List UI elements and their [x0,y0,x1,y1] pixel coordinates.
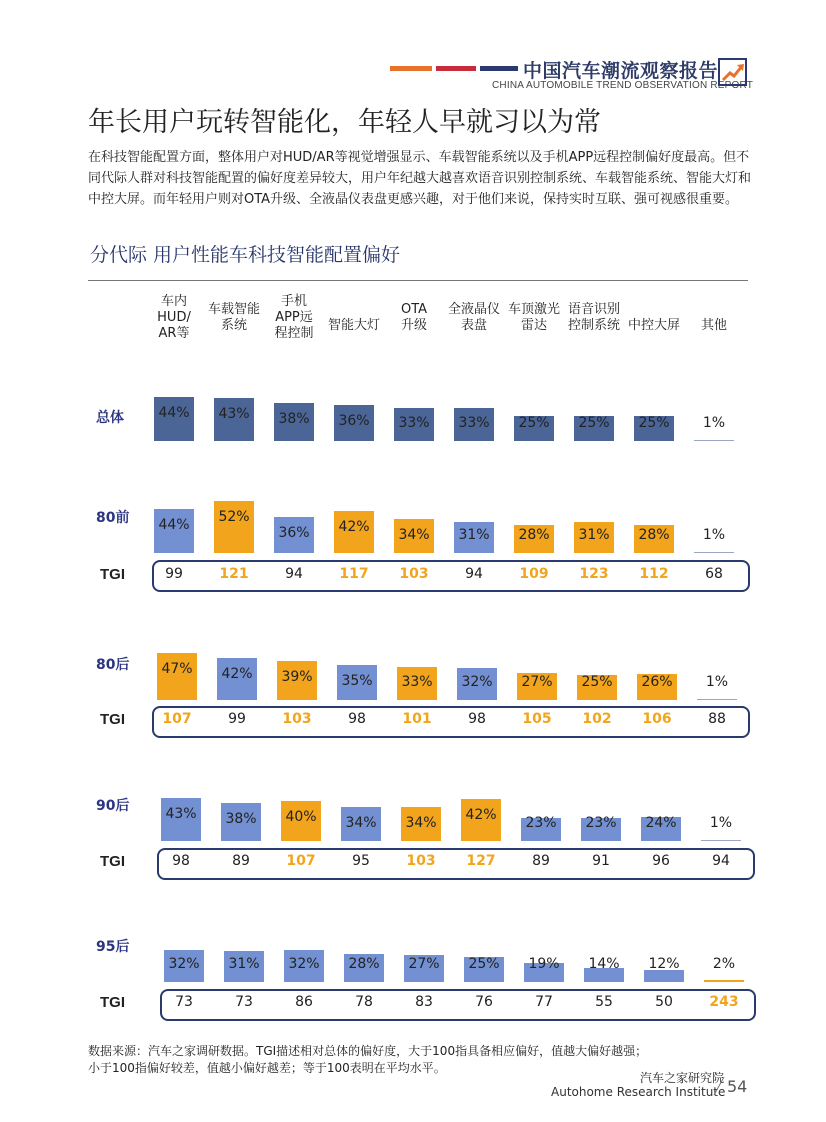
tgi-value-5-3: 86 [295,994,313,1010]
bar-label-3-10: 1% [705,674,729,690]
institute-name-cn: 汽车之家研究院 [640,1071,725,1085]
column-header-line: 智能大灯 [327,318,380,333]
group-label-4: 90后 [96,798,130,814]
tgi-label-4: TGI [100,853,125,870]
institute-name-en: Autohome Research Institute [551,1085,726,1099]
bar-label-5-6: 25% [468,956,500,972]
column-header-line: 车载智能 [207,302,260,317]
bar-label-4-9: 24% [645,815,677,831]
tgi-value-3-5: 101 [402,711,432,727]
bar-label-2-8: 31% [578,527,610,543]
tgi-label-2: TGI [100,566,125,583]
bar-label-1-2: 43% [218,406,250,422]
data-source-line-2: 小于100指偏好较差，值越小偏好越差；等于100表明在平均水平。 [88,1061,446,1075]
tgi-value-4-6: 127 [466,853,496,869]
tgi-value-3-7: 105 [522,711,552,727]
column-header-line: 全液晶仪 [447,302,500,317]
column-header-line: 车顶激光 [507,302,560,317]
group-label-5: 95后 [96,939,130,955]
tgi-value-3-6: 98 [468,711,486,727]
tgi-label-3: TGI [100,711,125,728]
column-header-line: 表盘 [460,318,487,333]
bar-1-10 [694,440,734,442]
bar-label-3-5: 33% [401,674,433,690]
bar-label-5-10: 2% [712,956,736,972]
tgi-value-2-5: 103 [399,566,429,582]
bar-label-4-3: 40% [285,809,317,825]
tgi-value-5-9: 50 [655,994,673,1010]
bar-label-4-10: 1% [709,815,733,831]
column-header-3 [261,294,327,342]
bar-label-5-1: 32% [168,956,200,972]
header-bar-red [436,66,476,71]
column-header-line: HUD/ [157,310,191,325]
bar-4-10 [701,840,741,842]
tgi-label-5: TGI [100,994,125,1011]
column-header-10 [681,318,747,334]
column-header-line: AR等 [158,326,190,341]
column-header-line: 雷达 [520,318,547,333]
tgi-value-4-4: 95 [352,853,370,869]
bar-label-3-7: 27% [521,674,553,690]
page-number-slash [712,1075,726,1097]
bar-label-2-4: 42% [338,519,370,535]
group-label-3: 80后 [96,657,130,673]
bar-label-2-6: 31% [458,527,490,543]
tgi-value-3-9: 106 [642,711,672,727]
bar-label-4-4: 34% [345,815,377,831]
bar-label-3-9: 26% [641,674,673,690]
column-header-7 [501,302,567,334]
bar-label-5-5: 27% [408,956,440,972]
tgi-value-5-6: 76 [475,994,493,1010]
tgi-value-5-5: 83 [415,994,433,1010]
bar-label-2-5: 34% [398,527,430,543]
tgi-value-2-6: 94 [465,566,483,582]
bar-label-5-8: 14% [588,956,620,972]
tgi-value-4-8: 91 [592,853,610,869]
tgi-value-5-7: 77 [535,994,553,1010]
bar-label-4-7: 23% [525,815,557,831]
bar-label-1-6: 33% [458,415,490,431]
bar-label-1-3: 38% [278,411,310,427]
column-header-line: 手机 [280,294,307,309]
column-header-line: 程控制 [274,326,314,341]
bar-label-2-3: 36% [278,525,310,541]
bar-label-3-3: 39% [281,669,313,685]
bar-label-4-1: 43% [165,806,197,822]
bar-label-1-1: 44% [158,405,190,421]
tgi-value-2-2: 121 [219,566,249,582]
bar-label-5-3: 32% [288,956,320,972]
bar-label-3-1: 47% [161,661,193,677]
chart-title: 分代际 用户性能车科技智能配置偏好 [90,244,401,266]
bar-label-1-10: 1% [702,415,726,431]
intro-paragraph: 在科技智能配置方面，整体用户对HUD/AR等视觉增强显示、车载智能系统以及手机APP远程控制偏好度最高。但不同代际人群对科技智能配置的偏好度差异较大，用户年纪越大越喜欢语音识别控制系统、车载智能系统、智能大灯和中控大屏。而年轻用户则对OTA升级、全液晶仪表盘更感兴趣，对于他们来说，保持实时互联、强可视感很重要。 [88,150,752,207]
bar-label-5-7: 19% [528,956,560,972]
tgi-value-4-3: 107 [286,853,316,869]
trend-chart-icon [718,58,748,86]
column-header-line: APP远 [275,310,313,325]
tgi-value-4-2: 89 [232,853,250,869]
bar-label-5-4: 28% [348,956,380,972]
tgi-value-4-10: 94 [712,853,730,869]
tgi-value-3-8: 102 [582,711,612,727]
bar-label-3-8: 25% [581,674,613,690]
tgi-value-4-1: 98 [172,853,190,869]
bar-label-1-4: 36% [338,413,370,429]
bar-label-5-9: 12% [648,956,680,972]
tgi-value-4-5: 103 [406,853,436,869]
tgi-value-3-4: 98 [348,711,366,727]
column-header-line: 系统 [220,318,247,333]
page-headline: 年长用户玩转智能化，年轻人早就习以为常 [88,107,601,138]
bar-label-4-5: 34% [405,815,437,831]
tgi-value-5-4: 78 [355,994,373,1010]
column-header-4 [321,318,387,334]
bar-label-4-2: 38% [225,811,257,827]
tgi-value-3-2: 99 [228,711,246,727]
tgi-value-2-10: 68 [705,566,723,582]
tgi-value-2-8: 123 [579,566,609,582]
bar-label-3-6: 32% [461,674,493,690]
chart-title-divider [88,280,748,281]
bar-label-4-6: 42% [465,807,497,823]
bar-label-1-8: 25% [578,415,610,431]
bar-label-5-2: 31% [228,956,260,972]
group-label-2: 80前 [96,510,130,526]
column-header-1 [141,294,207,342]
tgi-value-4-7: 89 [532,853,550,869]
group-label-1: 总体 [96,410,124,426]
bar-label-4-8: 23% [585,815,617,831]
header-bar-navy [480,66,518,71]
header-bar-orange [390,66,432,71]
tgi-value-5-2: 73 [235,994,253,1010]
column-header-line: 语音识别 [567,302,620,317]
bar-label-2-10: 1% [702,527,726,543]
tgi-value-2-4: 117 [339,566,369,582]
bar-label-2-1: 44% [158,517,190,533]
column-header-line: 其他 [700,318,727,333]
bar-label-2-7: 28% [518,527,550,543]
bar-label-2-9: 28% [638,527,670,543]
column-header-line: 升级 [400,318,427,333]
column-header-6 [441,302,507,334]
column-header-line: 控制系统 [567,318,620,333]
bar-label-2-2: 52% [218,509,250,525]
tgi-value-2-3: 94 [285,566,303,582]
tgi-value-3-1: 107 [162,711,192,727]
report-subtitle: CHINA AUTOMOBILE TREND OBSERVATION REPORT [492,80,754,91]
tgi-value-2-9: 112 [639,566,669,582]
bar-label-3-2: 42% [221,666,253,682]
tgi-value-2-1: 99 [165,566,183,582]
tgi-value-5-10: 243 [709,994,739,1010]
bar-label-1-9: 25% [638,415,670,431]
tgi-value-5-8: 55 [595,994,613,1010]
column-header-line: 中控大屏 [627,318,680,333]
bar-2-10 [694,552,734,554]
tgi-value-2-7: 109 [519,566,549,582]
column-header-9 [621,318,687,334]
tgi-value-4-9: 96 [652,853,670,869]
tgi-value-3-10: 88 [708,711,726,727]
bar-3-10 [697,699,737,701]
bar-label-3-4: 35% [341,673,373,689]
tgi-value-5-1: 73 [175,994,193,1010]
column-header-line: 车内 [160,294,187,309]
tgi-value-3-3: 103 [282,711,312,727]
data-source-line-1: 数据来源：汽车之家调研数据。TGI描述相对总体的偏好度，大于100指具备相应偏好，值越大偏好越强； [88,1044,648,1058]
column-header-2 [201,302,267,334]
bar-label-1-5: 33% [398,415,430,431]
column-header-5 [381,302,447,334]
page-number: 54 [727,1077,748,1096]
bar-5-10 [704,980,744,982]
bar-label-1-7: 25% [518,415,550,431]
column-header-line: OTA [400,302,428,317]
column-header-8 [561,302,627,334]
report-title: 中国汽车潮流观察报告 [523,60,719,82]
